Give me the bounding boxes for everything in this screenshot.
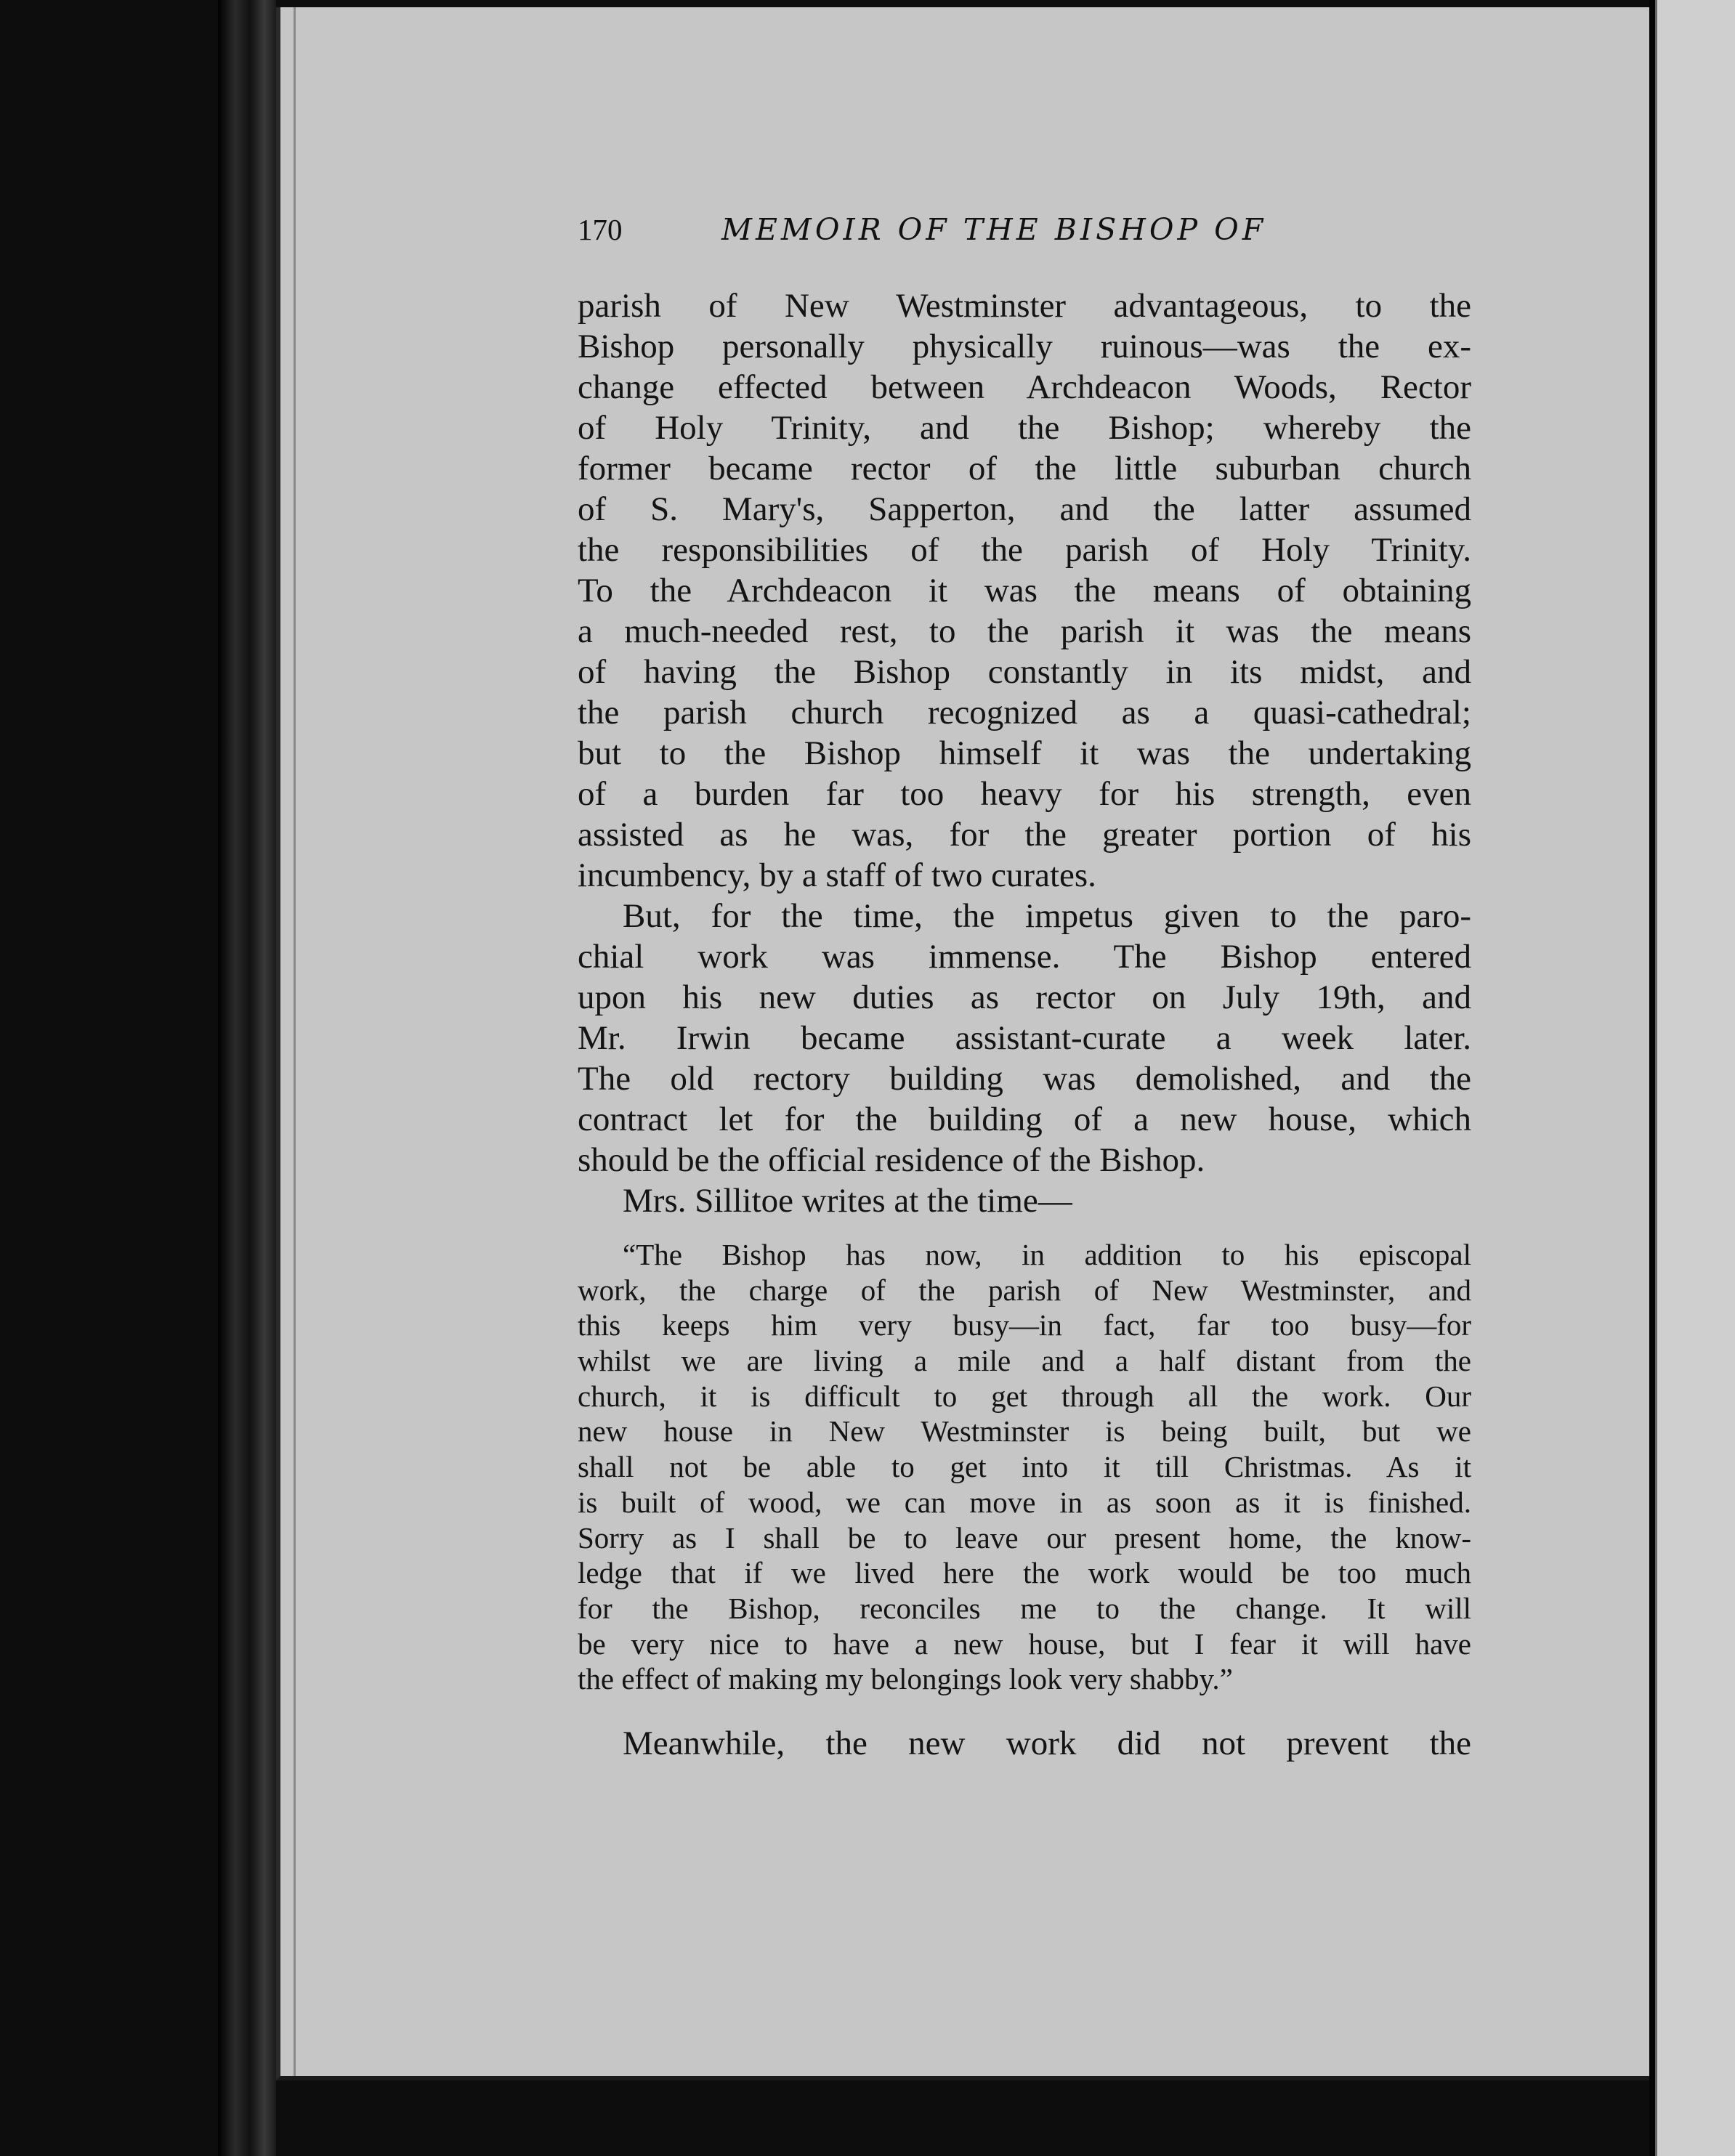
- quote-line: shall not be able to get into it till Christmas. As it: [578, 1450, 1471, 1484]
- text-line: But, for the time, the impetus given to the paro-: [623, 897, 1471, 935]
- quote-line: the effect of making my belongings look very shabby.”: [578, 1662, 1233, 1696]
- quote-line: this keeps him very busy—in fact, far too busy—for: [578, 1308, 1471, 1342]
- text-line: a much-needed rest, to the parish it was the means: [578, 612, 1471, 650]
- paragraph-2: [578, 896, 1471, 1180]
- quote-line: church, it is difficult to get through all the work. Our: [578, 1379, 1471, 1413]
- text-line: of Holy Trinity, and the Bishop; whereby the: [578, 409, 1471, 447]
- paragraph-4: [578, 1723, 1471, 1764]
- page-number: 170: [578, 213, 623, 246]
- text-line: Mr. Irwin became assistant-curate a week later.: [578, 1019, 1471, 1057]
- facing-page-edge: [1655, 0, 1735, 2156]
- text-line: assisted as he was, for the greater portion of his: [578, 816, 1471, 854]
- text-line: change effected between Archdeacon Woods, Rector: [578, 368, 1471, 406]
- quote-line: for the Bishop, reconciles me to the change. It will: [578, 1591, 1471, 1625]
- text-line: To the Archdeacon it was the means of obtaining: [578, 572, 1471, 609]
- text-line: Meanwhile, the new work did not prevent the: [623, 1724, 1471, 1762]
- text-line: The old rectory building was demolished, and the: [578, 1060, 1471, 1098]
- quote-line: whilst we are living a mile and a half distant from the: [578, 1344, 1471, 1378]
- quote-line: “The Bishop has now, in addition to his episcopal: [623, 1238, 1471, 1271]
- text-line: but to the Bishop himself it was the undertaking: [578, 734, 1471, 772]
- page-fold-line: [294, 7, 296, 2076]
- text-line: contract let for the building of a new house, which: [578, 1101, 1471, 1138]
- text-line: Mrs. Sillitoe writes at the time—: [623, 1182, 1072, 1220]
- text-line: the parish church recognized as a quasi-cathedral;: [578, 694, 1471, 732]
- book-gutter: [1649, 0, 1655, 2156]
- text-line: incumbency, by a staff of two curates.: [578, 856, 1096, 894]
- text-line: of a burden far too heavy for his strength, even: [578, 775, 1471, 813]
- quote-line: be very nice to have a new house, but I fear it will have: [578, 1626, 1471, 1661]
- paragraph-1: [578, 285, 1471, 896]
- quote-line: new house in New Westminster is being built, but we: [578, 1414, 1471, 1448]
- text-line: Bishop personally physically ruinous—was the ex-: [578, 328, 1471, 365]
- quote-line: ledge that if we lived here the work would be too much: [578, 1556, 1471, 1590]
- running-head: [578, 212, 1362, 253]
- text-line: parish of New Westminster advantageous, to the: [578, 287, 1471, 325]
- block-quote: [578, 1237, 1471, 1697]
- text-line: of having the Bishop constantly in its midst, and: [578, 653, 1471, 691]
- quote-line: Sorry as I shall be to leave our present home, the know-: [578, 1520, 1471, 1555]
- running-title: MEMOIR OF THE BISHOP OF: [721, 212, 1267, 247]
- quote-line: is built of wood, we can move in as soon as it is finished.: [578, 1485, 1471, 1519]
- text-line: the responsibilities of the parish of Holy Trinity.: [578, 531, 1471, 569]
- text-line: upon his new duties as rector on July 19th, and: [578, 978, 1471, 1016]
- body-text: [578, 285, 1471, 1764]
- book-page-edges: [218, 0, 276, 2156]
- text-line: chial work was immense. The Bishop entered: [578, 938, 1471, 976]
- paragraph-3: [578, 1180, 1471, 1221]
- text-line: of S. Mary's, Sapperton, and the latter assumed: [578, 490, 1471, 528]
- text-line: former became rector of the little suburban church: [578, 450, 1471, 487]
- quote-line: work, the charge of the parish of New Westminster, and: [578, 1273, 1471, 1307]
- text-line: should be the official residence of the Bishop.: [578, 1141, 1205, 1179]
